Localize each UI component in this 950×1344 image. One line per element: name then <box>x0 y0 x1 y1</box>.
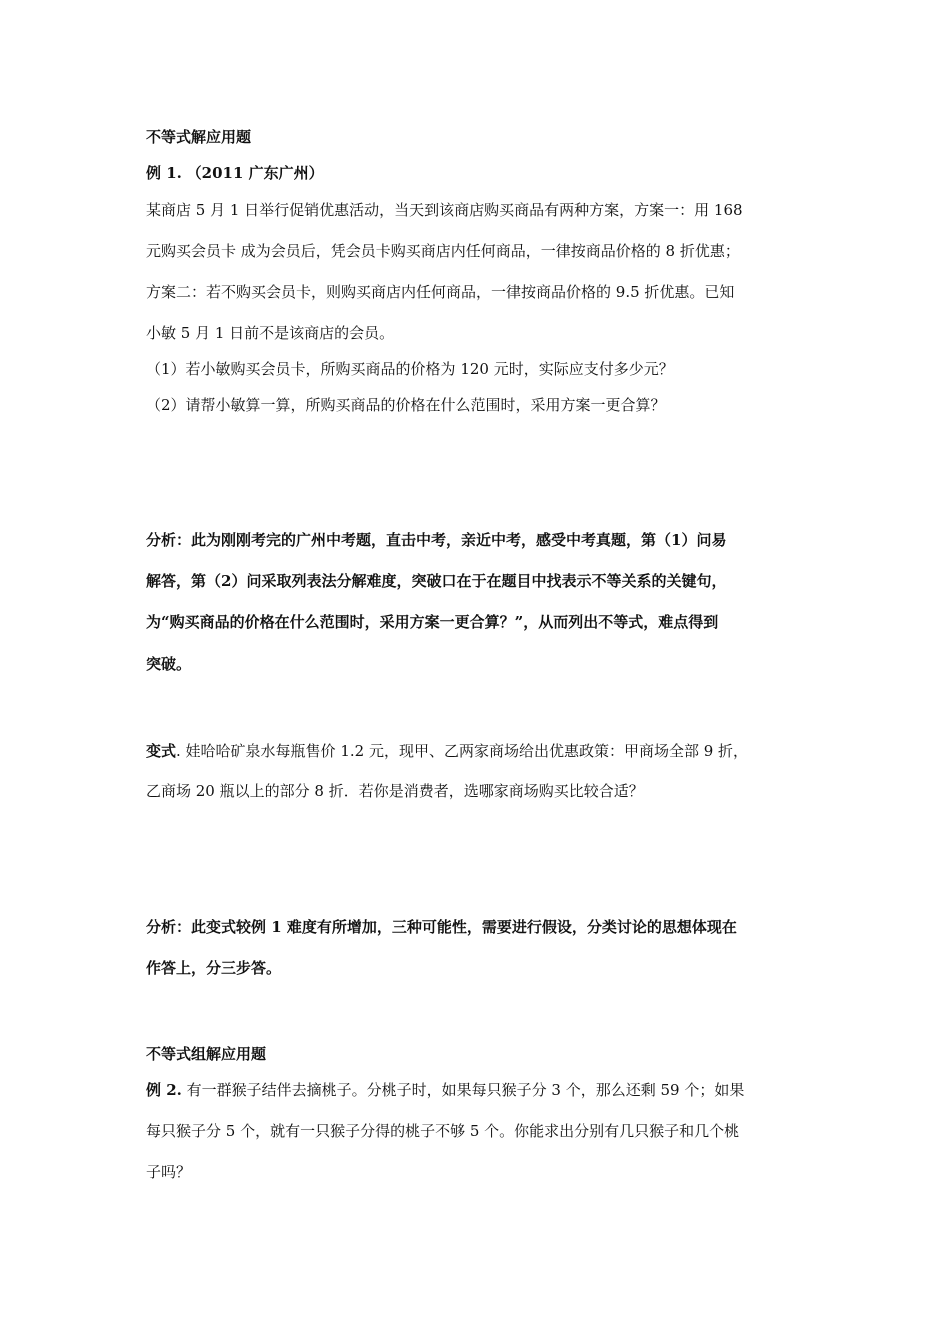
example2-label: 例 2. <box>146 1081 182 1099</box>
variant-text-1: . 娃哈哈矿泉水每瓶售价 1.2 元，现甲、乙两家商场给出优惠政策：甲商场全部 9 折， <box>176 742 749 760</box>
example2-line-2: 每只猴子分 5 个，就有一只猴子分得的桃子不够 5 个。你能求出分别有几只猴子和几个桃 <box>146 1122 740 1140</box>
variant-label: 变式 <box>146 742 177 760</box>
example2-line-1 <box>146 1080 744 1100</box>
analysis1-line-1: 分析：此为刚刚考完的广州中考题，直击中考，亲近中考，感受中考真题，第（1）问易 <box>146 531 727 549</box>
analysis1-line-2: 解答，第（2）问采取列表法分解难度，突破口在于在题目中找表示不等关系的关键句， <box>146 572 727 590</box>
variant-line-2: 乙商场 20 瓶以上的部分 8 折．若你是消费者，选哪家商场购买比较合适？ <box>146 782 644 800</box>
example1-line-2: 元购买会员卡 成为会员后，凭会员卡购买商店内任何商品，一律按商品价格的 8 折优惠； <box>146 242 740 260</box>
variant-line-1 <box>146 741 748 761</box>
example1-label: 例 1. <box>146 164 182 182</box>
section1-title: 不等式解应用题 <box>146 128 252 146</box>
analysis1-line-3: 为“购买商品的价格在什么范围时，采用方案一更合算？”，从而列出不等式，难点得到 <box>146 613 719 631</box>
example1-heading <box>146 163 324 183</box>
example2-text-1: 有一群猴子结伴去摘桃子。分桃子时，如果每只猴子分 3 个，那么还剩 59 个；如果 <box>181 1081 745 1099</box>
example1-line-4: 小敏 5 月 1 日前不是该商店的会员。 <box>146 324 395 342</box>
analysis2-line-1: 分析：此变式较例 1 难度有所增加，三种可能性，需要进行假设，分类讨论的思想体现在 <box>146 918 737 936</box>
example1-line-1: 某商店 5 月 1 日举行促销优惠活动，当天到该商店购买商品有两种方案，方案一：用 168 <box>146 201 743 219</box>
analysis1-line-4: 突破。 <box>146 655 192 673</box>
example1-question-1: （1）若小敏购买会员卡，所购买商品的价格为 120 元时，实际应支付多少元？ <box>146 360 674 378</box>
example1-line-3: 方案二：若不购买会员卡，则购买商店内任何商品，一律按商品价格的 9.5 折优惠。已知 <box>146 283 735 301</box>
example1-source: （2011 广东广州） <box>186 164 324 182</box>
section2-title: 不等式组解应用题 <box>146 1045 267 1063</box>
example2-line-3: 子吗？ <box>146 1163 192 1181</box>
example1-question-2: （2）请帮小敏算一算，所购买商品的价格在什么范围时，采用方案一更合算？ <box>146 396 666 414</box>
analysis2-line-2: 作答上，分三步答。 <box>146 959 282 977</box>
